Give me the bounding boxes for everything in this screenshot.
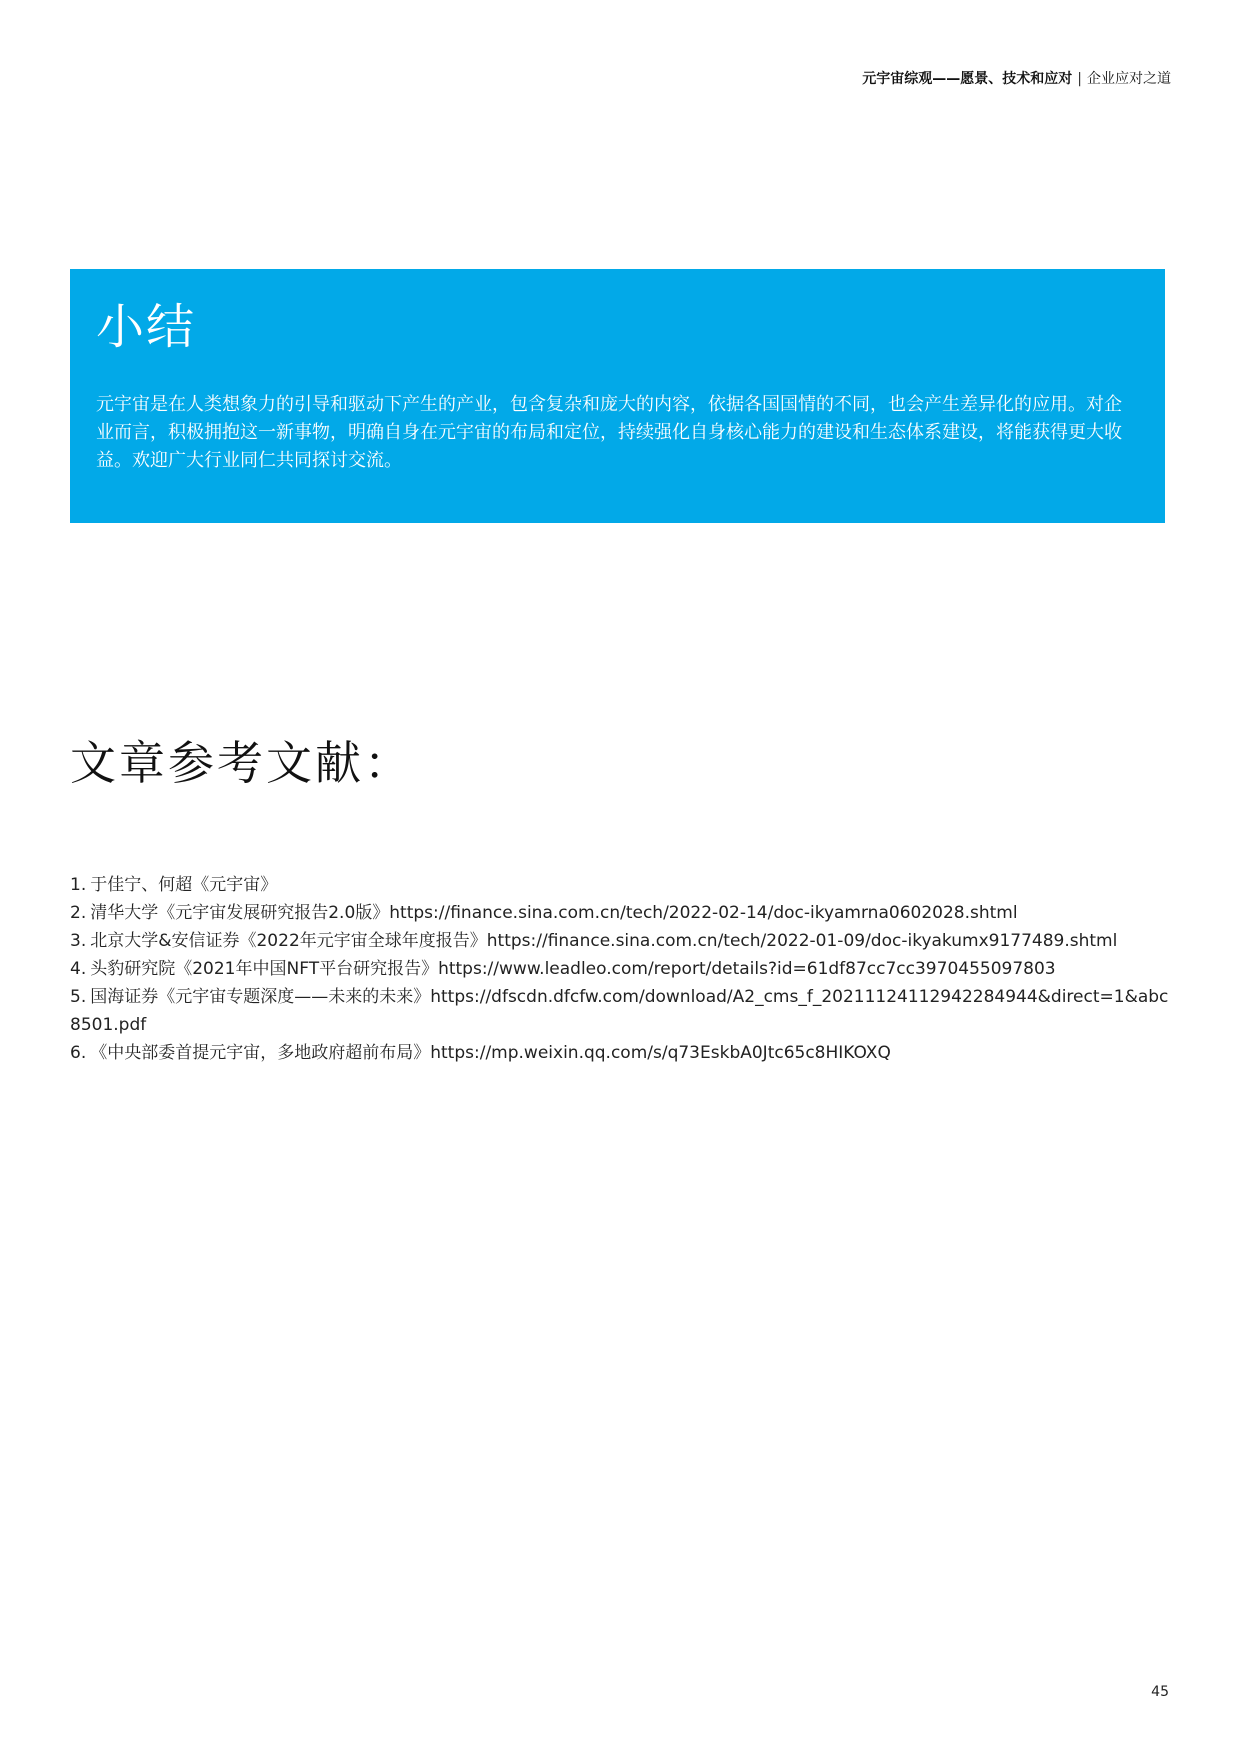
reference-text: 国海证券《元宇宙专题深度——未来的未来》https://dfscdn.dfcfw.com/download/A2_cms_f_20211124112942284944&direct=1&abc8501.pdf [70, 987, 1169, 1035]
reference-text: 北京大学&安信证券《2022年元宇宙全球年度报告》https://finance.sina.com.cn/tech/2022-01-09/doc-ikyakumx9177489.shtml [90, 931, 1118, 951]
reference-item [70, 983, 1170, 1039]
reference-text: 《中央部委首提元宇宙，多地政府超前布局》https://mp.weixin.qq.com/s/q73EskbA0Jtc65c8HIKOXQ [90, 1043, 891, 1063]
running-header [862, 70, 1171, 88]
summary-box [70, 269, 1165, 523]
reference-item [70, 955, 1170, 983]
reference-number: 6. [70, 1043, 87, 1063]
references-title: 文章参考文献： [70, 736, 413, 790]
reference-text: 于佳宁、何超《元宇宙》 [90, 875, 278, 895]
reference-text: 清华大学《元宇宙发展研究报告2.0版》https://finance.sina.com.cn/tech/2022-02-14/doc-ikyamrna0602028.shtml [90, 903, 1018, 923]
reference-number: 4. [70, 959, 87, 979]
summary-title: 小结 [96, 299, 197, 355]
reference-number: 1. [70, 875, 87, 895]
reference-number: 3. [70, 931, 87, 951]
reference-item [70, 1039, 1170, 1067]
header-separator: | [1077, 71, 1082, 87]
document-title: 元宇宙综观——愿景、技术和应对 [862, 71, 1073, 87]
reference-item [70, 871, 1170, 899]
reference-item [70, 899, 1170, 927]
reference-item [70, 927, 1170, 955]
section-title: 企业应对之道 [1087, 71, 1171, 87]
reference-number: 5. [70, 987, 87, 1007]
page-number: 45 [1151, 1684, 1169, 1700]
summary-body: 元宇宙是在人类想象力的引导和驱动下产生的产业，包含复杂和庞大的内容，依据各国国情的不同，也会产生差异化的应用。对企业而言，积极拥抱这一新事物，明确自身在元宇宙的布局和定位，持续强化自身核心能力的建设和生态体系建设，将能获得更大收益。欢迎广大行业同仁共同探讨交流。 [96, 394, 1122, 471]
reference-text: 头豹研究院《2021年中国NFT平台研究报告》https://www.leadleo.com/report/details?id=61df87cc7cc3970455097803 [90, 959, 1056, 979]
references-list [70, 871, 1170, 1067]
reference-number: 2. [70, 903, 87, 923]
